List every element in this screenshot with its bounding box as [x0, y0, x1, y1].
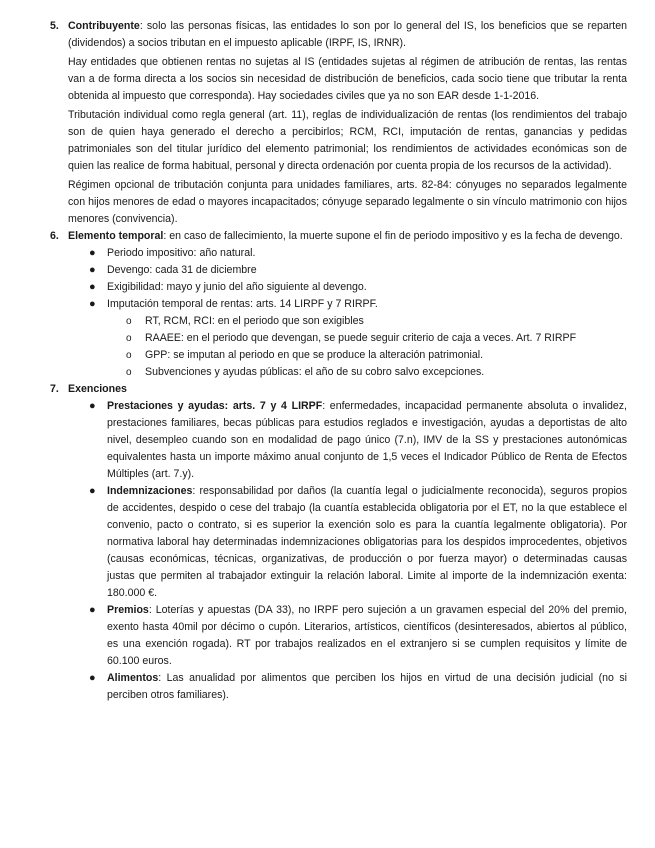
section-exenciones: [0, 381, 655, 704]
sub-list-item: o Subvenciones y ayudas públicas: el año de su cobro salvo excepciones.: [145, 364, 627, 381]
section-heading: Elemento temporal: [68, 230, 164, 242]
bullet-icon: ●: [89, 604, 96, 616]
bullet-icon: ●: [89, 298, 96, 310]
list-item: ● Premios: Loterías y apuestas (DA 33), no IRPF pero sujeción a un gravamen especial del 20% del premio, exento hasta 40mil por décimo o cupón. Literarios, artísticos, científicos (desinteresados, abiertos al público, es una exención rogada). RT por trabajos realizados en el extranjero si se cumplen requisitos y límite de 60.100 euros.: [89, 604, 627, 667]
paragraph: Régimen opcional de tributación conjunta para unidades familiares, arts. 82-84: cónyuges no separados legalmente con hijos menores de edad o mayores incapacitados; cónyuge separado legalmente o sin vínculo matrimonio con hijos menores (convivencia).: [68, 179, 627, 225]
circle-bullet-icon: o: [126, 367, 132, 378]
bullet-icon: ●: [89, 400, 96, 412]
paragraph: [68, 381, 627, 398]
section-number: 6.: [50, 230, 59, 242]
bullet-icon: ●: [89, 247, 96, 259]
bullet-list: [68, 398, 627, 704]
list-item: ● Devengo: cada 31 de diciembre: [107, 262, 627, 279]
paragraph: Tributación individual como regla general (art. 11), reglas de individualización de rentas (los rendimientos del trabajo son de quien haya generado el derecho a percibirlos; RCM, RCI, imputación de rentas, ganancias y pedidas patrimoniales son del titular jurídico del elemento patrimonial; los rendimientos de actividades económicas son de quien las realice de forma habitual, personal y directa ordenación por cuenta propia de los recursos de la actividad).: [68, 109, 627, 172]
section-contribuyente: [0, 18, 655, 228]
list-item: ● Alimentos: Las anualidad por alimentos que perciben los hijos en virtud de una decisión judicial (no si perciben otros familiares).: [89, 672, 627, 701]
list-item: ● Periodo impositivo: año natural.: [107, 245, 627, 262]
bullet-list: [68, 245, 627, 381]
sub-list-item: o RT, RCM, RCI: en el periodo que son exigibles: [145, 313, 627, 330]
list-item: ● Prestaciones y ayudas: arts. 7 y 4 LIRPF: enfermedades, incapacidad permanente absoluta o invalidez, prestaciones familiares, becas públicas para estudios reglados e investigación, ayudas a deportistas de alto nivel, desempleo cuando son en modalidad de pago único (7.n), IMV de la SS y prestaciones autonómicas equivalentes hasta un importe máximo anual conjunto de 1,5 veces el Indicador Público de Renta de Efectos Múltiples (art. 7.y).: [89, 400, 628, 480]
list-item: ● Imputación temporal de rentas: arts. 14 LIRPF y 7 RIRPF. o RT, RCM, RCI: en el periodo que son exigibles o RAAEE: en el periodo que devengan, se puede seguir criterio de caja a veces. Art. 7 RIRPF o GPP: se imputan al periodo en que se produce la alteración patrimonial. o Subvenciones y ayudas públicas: el año de su cobro salvo excepciones.: [107, 296, 627, 381]
circle-bullet-icon: o: [126, 333, 132, 344]
paragraph: Hay entidades que obtienen rentas no sujetas al IS (entidades sujetas al régimen de atribución de rentas, las rentas van a de forma directa a los socios sin necesidad de distribución de beneficios, cada socio tiene que tributar la renta obtenida al impuesto que corresponda). Hay sociedades civiles que ya no son EAR desde 1-1-2016.: [68, 56, 627, 102]
bullet-icon: ●: [89, 672, 96, 684]
section-number: 5.: [50, 20, 59, 32]
bullet-icon: ●: [89, 264, 96, 276]
circle-bullet-icon: o: [126, 316, 132, 327]
item-heading: Alimentos: [107, 672, 159, 684]
section-number: 7.: [50, 383, 59, 395]
sub-bullet-list: [107, 313, 627, 381]
document-content: [0, 18, 655, 704]
list-item: ● Indemnizaciones: responsabilidad por daños (la cuantía legal o judicialmente reconocida), seguros propios de accidentes, despido o cese del trabajo (la cuantía establecida obligatoria por el ET, no la que establece el convenio, pacto o contrato, si es superior la exención solo es para la cuantía legalmente obligatoria). Por normativa laboral hay determinadas indemnizaciones obligatorias para los despidos improcedentes, objetivos (causas económicas, técnicas, organizativas, de producción o por fuerza mayor) o determinadas causas justas que permiten al trabajador extinguir la relación laboral. Limite al importe de la indemnización exenta: 180.000 €.: [89, 485, 627, 599]
bullet-icon: ●: [89, 281, 96, 293]
sub-list-item: o GPP: se imputan al periodo en que se produce la alteración patrimonial.: [145, 347, 627, 364]
item-heading: Prestaciones y ayudas: arts. 7 y 4 LIRPF: [107, 400, 323, 412]
item-heading: Premios: [107, 604, 149, 616]
list-item: ● Exigibilidad: mayo y junio del año siguiente al devengo.: [107, 279, 627, 296]
sub-list-item: o RAAEE: en el periodo que devengan, se puede seguir criterio de caja a veces. Art. 7 RIRPF: [145, 330, 627, 347]
paragraph: Contribuyente: solo las personas físicas, las entidades lo son por lo general del IS, los beneficios que se reparten (dividendos) a socios tributan en el impuesto aplicable (IRPF, IS, IRNR).: [68, 20, 627, 49]
bullet-icon: ●: [89, 485, 96, 497]
section-elemento-temporal: [0, 228, 655, 381]
item-heading: Indemnizaciones: [107, 485, 193, 497]
section-heading: Contribuyente: [68, 20, 140, 32]
section-heading: Exenciones: [68, 383, 127, 395]
circle-bullet-icon: o: [126, 350, 132, 361]
paragraph: Elemento temporal: en caso de fallecimiento, la muerte supone el fin de periodo impositivo y es la fecha de devengo.: [68, 230, 623, 242]
